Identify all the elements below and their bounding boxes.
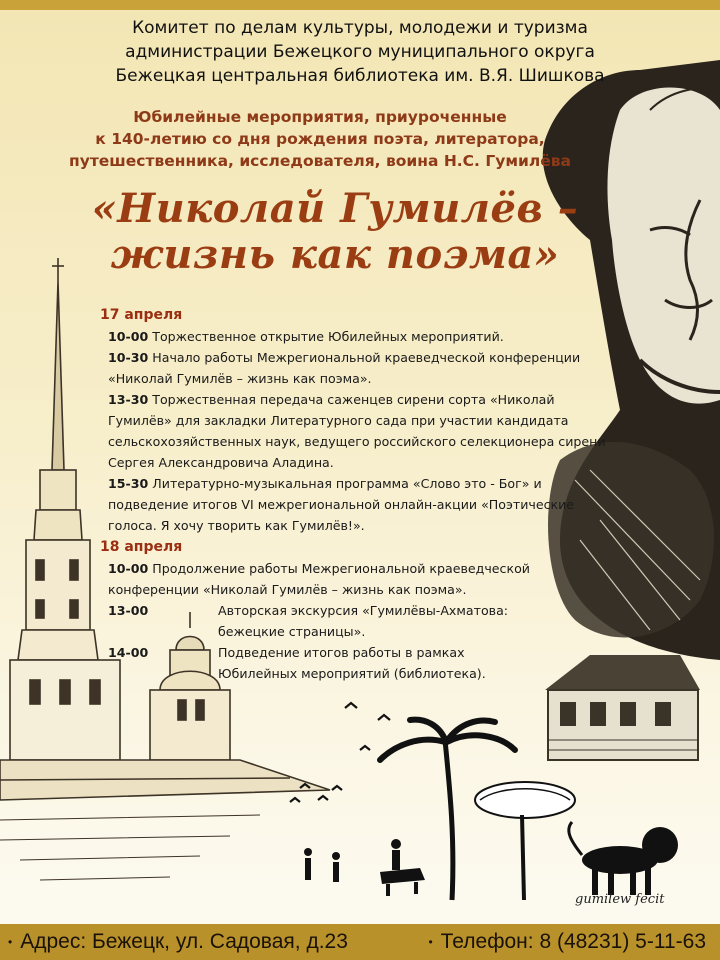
schedule-event xyxy=(98,326,618,347)
event-text: Литературно-музыкальная программа «Слово это - Бог» и подведение итогов VI межрегиональной онлайн-акции «Поэтические голоса. Я хочу творить как Гумилёв!». xyxy=(108,476,575,533)
phone-text: Телефон: 8 (48231) 5-11-63 xyxy=(440,930,706,953)
schedule-event xyxy=(98,389,618,473)
event-text: Подведение итогов работы в рамках Юбилейных мероприятий (библиотека). xyxy=(218,645,486,681)
event-time: 10-00 xyxy=(108,329,149,344)
event-time: 10-30 xyxy=(108,350,149,365)
subtitle-line: Юбилейные мероприятия, приуроченные xyxy=(133,108,507,126)
signature: gumilew fecit xyxy=(575,892,665,907)
subtitle-line: к 140-летию со дня рождения поэта, литератора, xyxy=(95,130,545,148)
schedule-event xyxy=(98,558,618,600)
subtitle-line: путешественника, исследователя, воина Н.С. Гумилёва xyxy=(69,152,571,170)
event-time: 15-30 xyxy=(108,476,149,491)
lion xyxy=(569,822,678,895)
event-text: Авторская экскурсия «Гумилёвы-Ахматова: бежецкие страницы». xyxy=(218,603,509,639)
event-time: 13-30 xyxy=(108,392,149,407)
title-line: «Николай Гумилёв – xyxy=(91,185,579,232)
event-time: 10-00 xyxy=(108,561,149,576)
event-text: Продолжение работы Межрегиональной краеведческой конференции «Николай Гумилёв – жизнь как поэма». xyxy=(108,561,530,597)
organizer-line: Бежецкая центральная библиотека им. В.Я. Шишкова xyxy=(115,66,605,86)
travelers xyxy=(304,839,425,896)
event-text: Торжественная передача саженцев сирени сорта «Николай Гумилёв» для закладки Литературного сада при участии кандидата сельскохозяйственных наук, ведущего российского селекционера сирени Сергея Александровича Аладина. xyxy=(108,392,606,470)
poster-title xyxy=(60,186,610,278)
organizer-line: Комитет по делам культуры, молодежи и туризма xyxy=(132,18,588,38)
footer-address xyxy=(8,930,348,954)
address-text: Адрес: Бежецк, ул. Садовая, д.23 xyxy=(20,930,348,953)
day-label: 17 апреля xyxy=(100,307,183,323)
day-label: 18 апреля xyxy=(100,539,183,555)
schedule-event xyxy=(98,347,618,389)
organizer-block xyxy=(30,16,690,88)
footer-phone xyxy=(428,930,706,954)
event-text: Торжественное открытие Юбилейных мероприятий. xyxy=(148,329,504,344)
event-subtitle xyxy=(10,106,630,172)
schedule-event xyxy=(98,473,618,536)
organizer-line: администрации Бежецкого муниципального округа xyxy=(125,42,595,62)
event-time: 14-00 xyxy=(108,645,149,660)
schedule-event xyxy=(98,600,618,642)
schedule-event xyxy=(98,642,618,684)
schedule xyxy=(98,304,618,684)
event-text: Начало работы Межрегиональной краеведческой конференции «Николай Гумилёв – жизнь как поэма». xyxy=(108,350,581,386)
footer-bar xyxy=(0,924,720,960)
bullet-icon: • xyxy=(8,935,13,949)
title-line: жизнь как поэма» xyxy=(110,231,560,278)
umbrella-tree xyxy=(475,782,575,900)
bullet-icon: • xyxy=(428,935,433,949)
event-time: 13-00 xyxy=(108,603,149,618)
